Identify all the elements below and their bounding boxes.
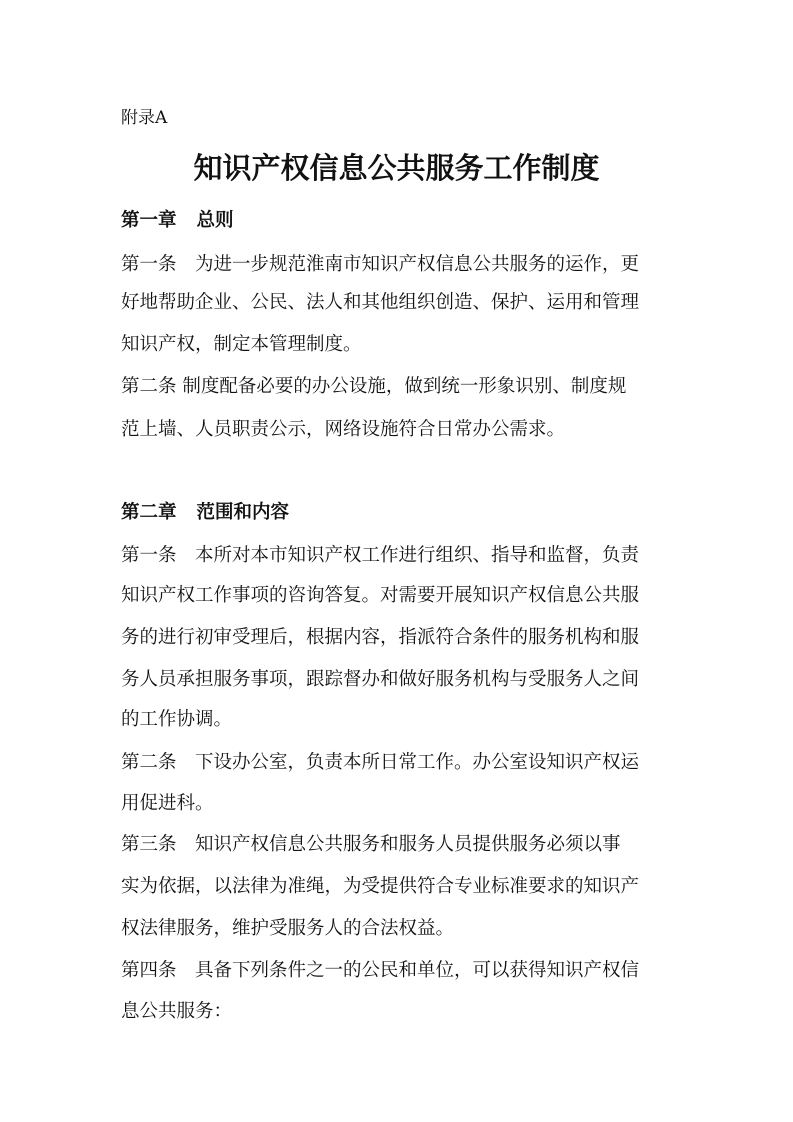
chapter-2-number: 第二章 [121, 502, 177, 523]
chapter-2-line: 第四条 具备下列条件之一的公民和单位，可以获得知识产权信 [121, 960, 640, 981]
chapter-1-line: 知识产权，制定本管理制度。 [121, 334, 362, 355]
chapter-2-line: 务的进行初审受理后，根据内容，指派符合条件的服务机构和服 [121, 627, 640, 648]
chapter-2-line: 的工作协调。 [121, 709, 233, 730]
chapter-2-line: 第三条 知识产权信息公共服务和服务人员提供服务必须以事 [121, 834, 621, 855]
chapter-2-line: 务人员承担服务事项，跟踪督办和做好服务机构与受服务人之间 [121, 669, 640, 690]
document-title: 知识产权信息公共服务工作制度 [193, 151, 600, 185]
chapter-1-number: 第一章 [121, 210, 177, 231]
chapter-1-heading [121, 206, 234, 236]
chapter-2-line: 权法律服务，维护受服务人的合法权益。 [121, 918, 455, 939]
chapter-2-heading [121, 498, 289, 528]
chapter-2-line: 息公共服务： [121, 1001, 233, 1022]
chapter-2-line: 第一条 本所对本市知识产权工作进行组织、指导和监督，负责 [121, 545, 640, 566]
chapter-1-name: 总则 [196, 210, 234, 231]
chapter-1-line: 范上墙、人员职责公示，网络设施符合日常办公需求。 [121, 419, 566, 440]
chapter-2-line: 知识产权工作事项的咨询答复。对需要开展知识产权信息公共服 [121, 585, 640, 606]
chapter-1-line: 好地帮助企业、公民、法人和其他组织创造、保护、运用和管理 [121, 292, 640, 313]
chapter-1-line: 第一条 为进一步规范淮南市知识产权信息公共服务的运作，更 [121, 254, 640, 275]
chapter-2-name: 范围和内容 [196, 502, 290, 523]
chapter-1-line: 第二条 制度配备必要的办公设施，做到统一形象识别、制度规 [121, 376, 627, 397]
appendix-label: 附录A [121, 108, 168, 128]
chapter-2-line: 实为依据，以法律为准绳，为受提供符合专业标准要求的知识产 [121, 876, 640, 897]
chapter-2-line: 用促进科。 [121, 793, 214, 814]
chapter-2-line: 第二条 下设办公室，负责本所日常工作。办公室设知识产权运 [121, 752, 640, 773]
